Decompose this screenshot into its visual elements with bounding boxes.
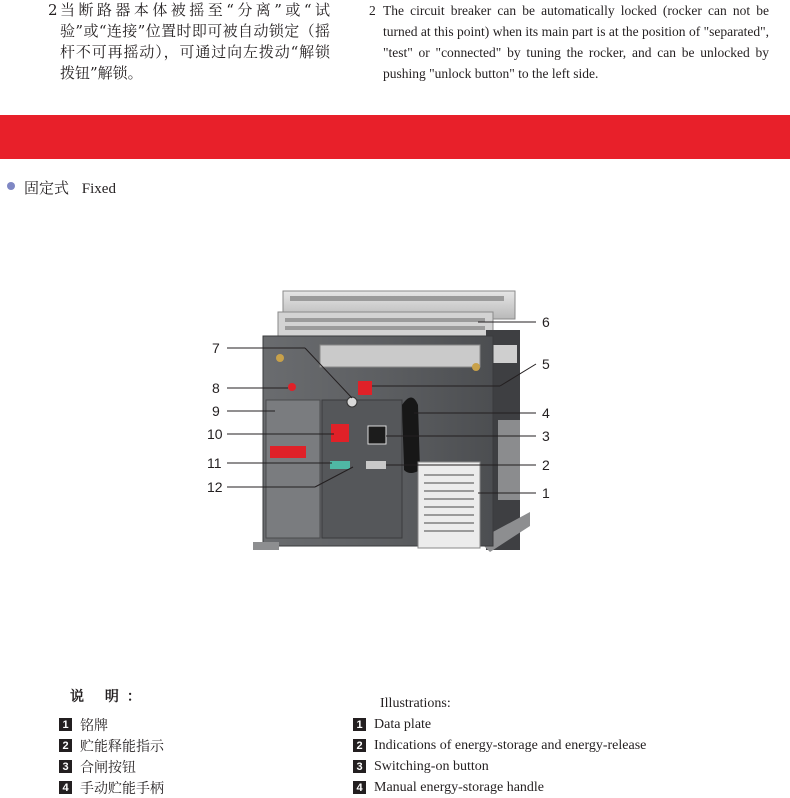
legend-item (59, 735, 164, 756)
energy-release-indicator (366, 461, 386, 469)
legend-item-en: Switching-on button (374, 758, 489, 774)
callout-7: 7 (212, 340, 220, 356)
base-foot (253, 542, 279, 550)
callout-1: 1 (542, 485, 550, 501)
legend-number-badge: 4 (59, 781, 72, 794)
point2-en-paragraph (369, 0, 769, 84)
legend-item-en: Manual energy-storage handle (374, 779, 545, 795)
energy-storage-handle-icon (402, 398, 420, 474)
legend-number-badge: 3 (59, 760, 72, 773)
legend-list-cn (59, 714, 164, 798)
legend-list-en (353, 714, 646, 798)
legend-number-badge: 2 (59, 739, 72, 752)
callout-12: 12 (207, 479, 223, 495)
switch-off-button (331, 424, 349, 442)
section-label-en: Fixed (81, 181, 116, 197)
callout-5: 5 (542, 356, 550, 372)
section-label-cn: 固定式 (24, 179, 70, 197)
legend-item-cn: 贮能释能指示 (80, 738, 164, 755)
legend-item (353, 714, 646, 735)
legend-item-en: Data plate (374, 716, 432, 732)
callout-10: 10 (207, 426, 223, 442)
legend-item-cn: 手动贮能手柄 (80, 780, 164, 797)
top-left-screw-icon (276, 354, 284, 362)
legend-item-en: Indications of energy-storage and energy-release (374, 737, 647, 753)
legend-item (353, 777, 646, 798)
legend-item (59, 777, 164, 798)
callout-8: 8 (212, 380, 220, 396)
secondary-terminal-block (278, 291, 515, 336)
energy-indicator (330, 461, 350, 469)
point2-cn-paragraph (48, 0, 330, 84)
fault-indicator-icon (288, 383, 296, 391)
legend-title-en: Illustrations: (380, 696, 451, 711)
legend-item (353, 756, 646, 777)
legend-item (353, 735, 646, 756)
legend-item-cn: 铭牌 (80, 717, 108, 734)
point2-cn-text: 当断路器本体被摇至“分离”或“试验”或“连接”位置时即可被自动锁定（摇杆不可再摇动），可通过向左拨动“解锁拨钮”解锁。 (60, 1, 330, 82)
legend-number-badge: 3 (353, 760, 366, 773)
legend-item-cn: 合闸按钮 (80, 759, 136, 776)
upper-label-strip (320, 345, 480, 367)
legend-item (59, 756, 164, 777)
legend-number-badge: 4 (353, 781, 366, 794)
legend-title-cn: 说 明： (70, 689, 149, 705)
legend-item (59, 714, 164, 735)
callout-2: 2 (542, 457, 550, 473)
callout-6: 6 (542, 314, 550, 330)
circuit-breaker-illustration (0, 270, 790, 570)
callout-4: 4 (542, 405, 550, 421)
legend-number-badge: 1 (353, 718, 366, 731)
section-label (24, 177, 116, 198)
red-section-band (0, 115, 790, 159)
bullet-dot-icon (7, 182, 15, 190)
callout-3: 3 (542, 428, 550, 444)
rocker-lock-icon (358, 381, 372, 395)
callout-9: 9 (212, 403, 220, 419)
controller-display (270, 446, 306, 458)
legend-number-badge: 2 (353, 739, 366, 752)
top-right-screw-icon (472, 363, 480, 371)
point2-en-number: 2 (369, 3, 376, 18)
switch-on-button (368, 426, 386, 444)
controller-panel (266, 400, 320, 538)
callout-11: 11 (207, 455, 222, 471)
point2-cn-number: 2 (48, 1, 58, 19)
unlock-button-icon (347, 397, 357, 407)
point2-en-text: The circuit breaker can be automatically locked (rocker can not be turned at this point) when its main part is at the position of "separated", "test" or "connected" by tuning the rocker, and can be unlocked by pushing "unlock button" to the left side. (383, 3, 769, 81)
legend-number-badge: 1 (59, 718, 72, 731)
